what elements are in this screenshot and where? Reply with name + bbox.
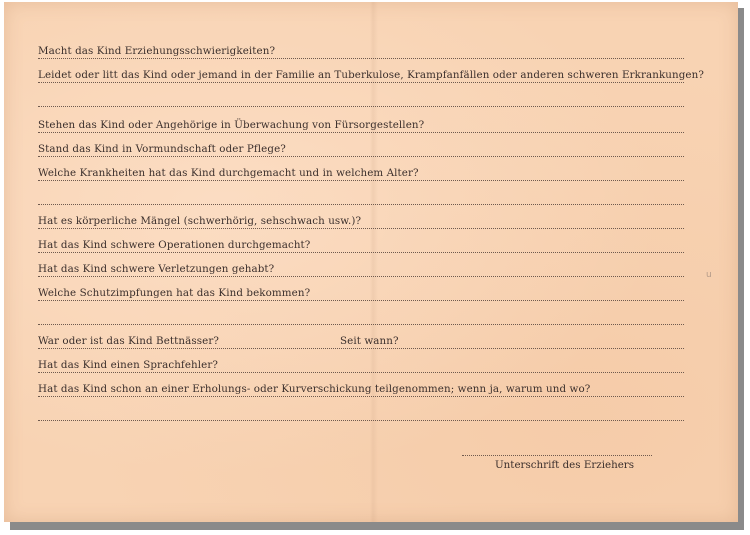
question-label: Welche Schutzimpfungen hat das Kind bekommen? <box>38 287 311 299</box>
question-label: Hat das Kind schon an einer Erholungs- oder Kurverschickung teilgenommen; wenn ja, warum und wo? <box>38 383 591 395</box>
form-sheet <box>4 2 738 522</box>
question-label: Hat es körperliche Mängel (schwerhörig, sehschwach usw.)? <box>38 215 362 227</box>
signature-line[interactable] <box>462 455 652 456</box>
question-row-diseases[interactable] <box>38 162 684 181</box>
question-row-injuries[interactable] <box>38 258 684 277</box>
question-row-welfare[interactable] <box>38 114 684 133</box>
answer-line[interactable] <box>38 402 684 421</box>
question-row-illness-family[interactable] <box>38 64 704 83</box>
question-row-disabilities[interactable] <box>38 210 684 229</box>
question-row-speech[interactable] <box>38 354 684 373</box>
question-label: Macht das Kind Erziehungsschwierigkeiten? <box>38 45 276 57</box>
question-label: Stand das Kind in Vormundschaft oder Pflege? <box>38 143 286 155</box>
signature-label: Unterschrift des Erziehers <box>495 459 635 471</box>
question-row-guardianship[interactable] <box>38 138 684 157</box>
question-row-bedwetting[interactable] <box>38 330 684 349</box>
question-row-operations[interactable] <box>38 234 684 253</box>
answer-line[interactable] <box>38 186 684 205</box>
question-label: Stehen das Kind oder Angehörige in Überwachung von Fürsorgestellen? <box>38 119 425 131</box>
answer-line[interactable] <box>38 88 684 107</box>
question-label: Hat das Kind schwere Verletzungen gehabt? <box>38 263 275 275</box>
question-row-vaccinations[interactable] <box>38 282 684 301</box>
question-label: Hat das Kind schwere Operationen durchgemacht? <box>38 239 311 251</box>
question-row-behavior[interactable] <box>38 40 684 59</box>
question-label: Hat das Kind einen Sprachfehler? <box>38 359 218 371</box>
margin-mark: u <box>706 270 712 280</box>
since-when-label: Seit wann? <box>340 335 399 347</box>
question-label: Leidet oder litt das Kind oder jemand in der Familie an Tuberkulose, Krampfanfällen oder anderen schweren Erkrankungen? <box>38 69 704 81</box>
question-label: War oder ist das Kind Bettnässer? <box>38 335 219 347</box>
question-row-recovery-trip[interactable] <box>38 378 684 397</box>
question-label: Welche Krankheiten hat das Kind durchgemacht und in welchem Alter? <box>38 167 419 179</box>
answer-line[interactable] <box>38 306 684 325</box>
